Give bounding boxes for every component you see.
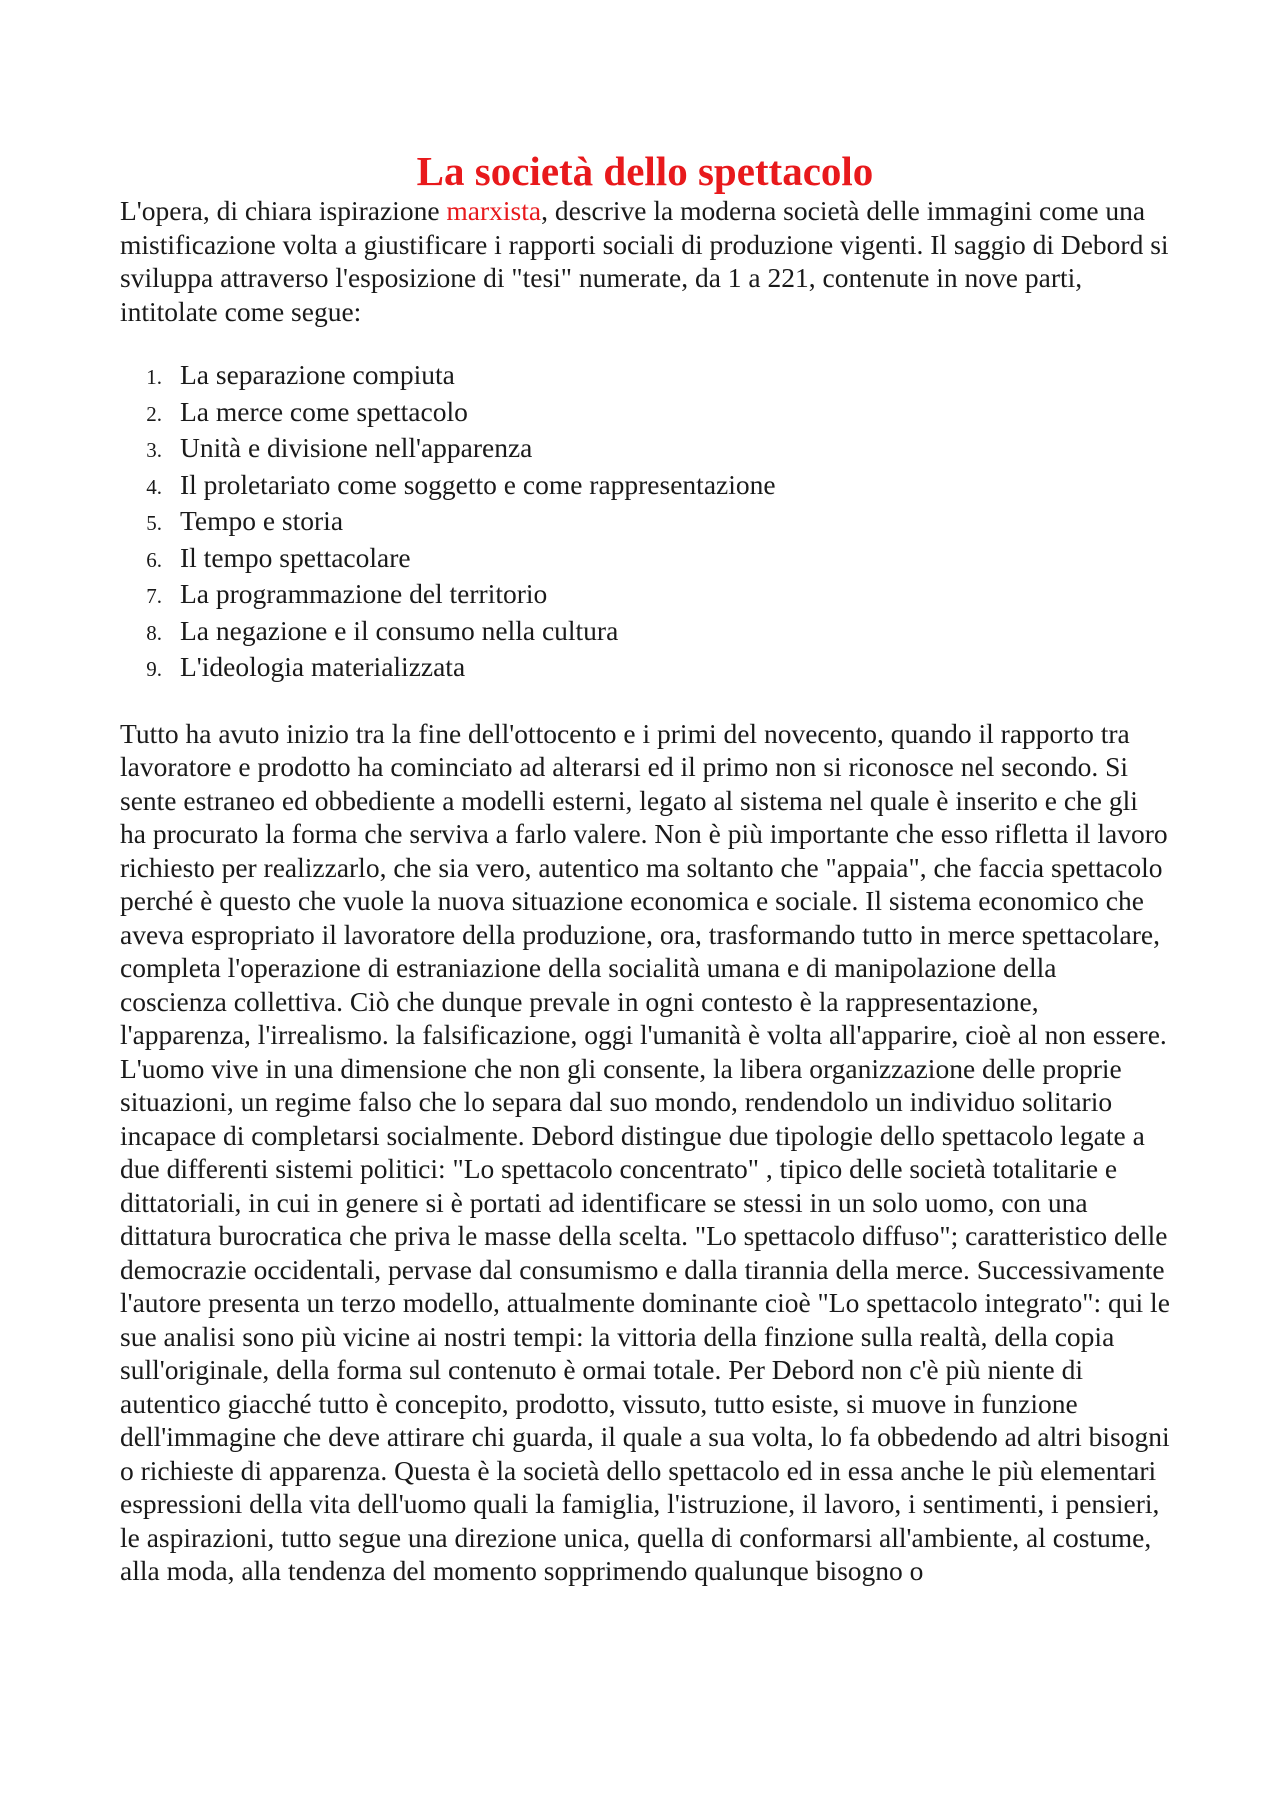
list-item xyxy=(120,614,1170,651)
list-item xyxy=(120,395,1170,432)
list-item-number: 7. xyxy=(146,584,162,608)
list-item-number: 9. xyxy=(146,657,162,681)
list-item xyxy=(120,541,1170,578)
list-item-number: 6. xyxy=(146,547,162,572)
intro-text-end: , descrive la moderna società delle immagini come una mistificazione volta a giustificare i rapporti sociali di produzione vigenti. Il saggio di Debord si sviluppa attraverso l'esposizione di "tesi" numerate, da 1 a 221, contenute in nove parti, intitolate come segue: xyxy=(120,195,1169,327)
list-item-label: L'ideologia materializzata xyxy=(180,651,466,682)
list-item-label: Il tempo spettacolare xyxy=(180,541,411,573)
document-page xyxy=(120,148,1170,1588)
parts-list xyxy=(120,358,1170,687)
list-item-label: Il proletariato come soggetto e come rappresentazione xyxy=(180,468,776,500)
list-item xyxy=(120,577,1170,614)
intro-paragraph xyxy=(120,194,1170,328)
list-item xyxy=(120,650,1170,687)
list-item-number: 4. xyxy=(146,474,162,499)
list-item-label: Tempo e storia xyxy=(180,505,344,536)
document-title: La società dello spettacolo xyxy=(416,148,874,194)
list-item-number: 1. xyxy=(146,365,162,389)
list-item-number: 3. xyxy=(146,438,162,462)
list-item-number: 8. xyxy=(146,620,162,645)
list-item-label: La negazione e il consumo nella cultura xyxy=(180,614,619,646)
list-item xyxy=(120,504,1170,541)
intro-text-start: L'opera, di chiara ispirazione xyxy=(120,195,447,226)
list-item xyxy=(120,431,1170,468)
list-item-number: 2. xyxy=(146,401,162,426)
list-item-label: La separazione compiuta xyxy=(180,359,455,390)
list-item-label: Unità e divisione nell'apparenza xyxy=(180,432,533,463)
list-item xyxy=(120,358,1170,395)
list-item-number: 5. xyxy=(146,511,162,535)
marxista-link[interactable]: marxista xyxy=(446,195,542,226)
body-paragraph: Tutto ha avuto inizio tra la fine dell'ottocento e i primi del novecento, quando il rapporto tra lavoratore e prodotto ha cominciato ad alterarsi ed il primo non si riconosce nel secondo. Si sente estraneo ed obbediente a modelli esterni, legato al sistema nel quale è inserito e che gli ha procurato la forma che serviva a farlo valere. Non è più importante che esso rifletta il lavoro richiesto per realizzarlo, che sia vero, autentico ma soltanto che "appaia", che faccia spettacolo perché è questo che vuole la nuova situazione economica e sociale. Il sistema economico che aveva espropriato il lavoratore della produzione, ora, trasformando tutto in merce spettacolare, completa l'operazione di estraniazione della socialità umana e di manipolazione della coscienza collettiva. Ciò che dunque prevale in ogni contesto è la rappresentazione, l'apparenza, l'irrealismo. la falsificazione, oggi l'umanità è volta all'apparire, cioè al non essere. L'uomo vive in una dimensione che non gli consente, la libera organizzazione delle proprie situazioni, un regime falso che lo separa dal suo mondo, rendendolo un individuo solitario incapace di completarsi socialmente. Debord distingue due tipologie dello spettacolo legate a due differenti sistemi politici: "Lo spettacolo concentrato" , tipico delle società totalitarie e dittatoriali, in cui in genere si è portati ad identificare se stessi in un solo uomo, con una dittatura burocratica che priva le masse della scelta. "Lo spettacolo diffuso"; caratteristico delle democrazie occidentali, pervase dal consumismo e dalla tirannia della merce. Successivamente l'autore presenta un terzo modello, attualmente dominante cioè "Lo spettacolo integrato": qui le sue analisi sono più vicine ai nostri tempi: la vittoria della finzione sulla realtà, della copia sull'originale, della forma sul contenuto è ormai totale. Per Debord non c'è più niente di autentico giacché tutto è concepito, prodotto, vissuto, tutto esiste, si muove in funzione dell'immagine che deve attirare chi guarda, il quale a sua volta, lo fa obbedendo ad altri bisogni o richieste di apparenza. Questa è la società dello spettacolo ed in essa anche le più elementari espressioni della vita dell'uomo quali la famiglia, l'istruzione, il lavoro, i sentimenti, i pensieri, le aspirazioni, tutto segue una direzione unica, quella di conformarsi all'ambiente, al costume, alla moda, alla tendenza del momento sopprimendo qualunque bisogno o xyxy=(120,717,1170,1586)
list-item-label: La programmazione del territorio xyxy=(180,578,548,609)
list-item-label: La merce come spettacolo xyxy=(180,395,468,427)
list-item xyxy=(120,468,1170,505)
